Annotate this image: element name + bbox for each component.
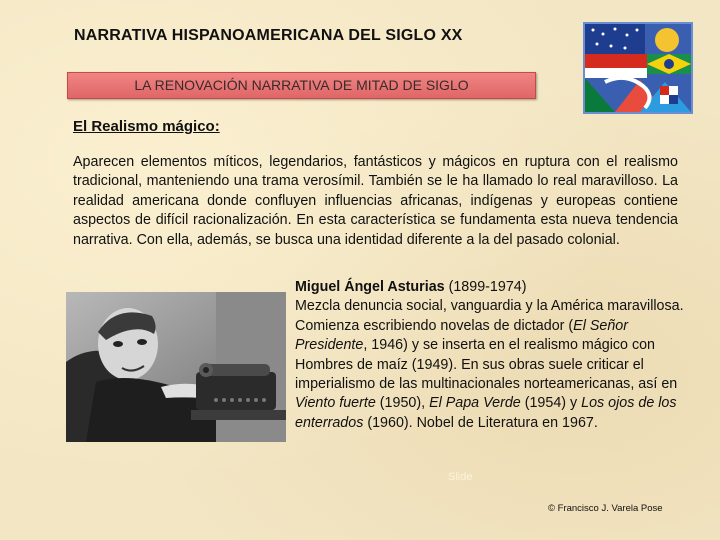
slide-label: Slide	[448, 471, 473, 483]
bio-text-4: (1954) y	[520, 395, 582, 412]
section-banner: LA RENOVACIÓN NARRATIVA DE MITAD DE SIGLO	[67, 72, 536, 99]
bio-text-5: (1960). Nobel de Literatura en 1967.	[363, 414, 598, 431]
intro-paragraph: Aparecen elementos míticos, legendarios, fantásticos y mágicos en ruptura con el realismo tradicional, manteniendo una trama verosímil. También se le ha llamado lo real maravilloso. La realidad americana donde confluyen influencias africanas, indígenas y europeas contiene aspectos de difícil racionalización. En esta característica se fundamenta esta nueva tendencia narrativa. Con ella, además, se busca una identidad diferente a la del pasado colonial.	[73, 154, 678, 248]
collage-image	[585, 24, 691, 112]
author-bio	[295, 278, 687, 433]
copyright-notice: © Francisco J. Varela Pose	[548, 503, 663, 514]
slide-title: NARRATIVA HISPANOAMERICANA DEL SIGLO XX	[74, 27, 463, 44]
author-name: Miguel Ángel Asturias	[295, 279, 445, 295]
work-title-1: El Señor Presidente	[295, 317, 628, 354]
latin-america-logo	[583, 22, 693, 114]
author-photo	[66, 292, 286, 442]
author-years: (1899-1974)	[448, 279, 527, 295]
work-title-3: El Papa Verde	[429, 395, 521, 412]
work-title-4: Los ojos de los enterrados	[295, 395, 677, 431]
bio-text-3: (1950),	[375, 395, 430, 412]
bio-text-2: , 1946) y se inserta en el realismo mágico con Hombres de maíz (1949). En sus obras suele criticar el imperialismo de las multinacionales norteamericanas, así en	[295, 337, 678, 393]
asturias-portrait	[66, 292, 286, 442]
work-title-2: Viento fuerte	[295, 395, 376, 412]
bio-text-1: Mezcla denuncia social, vanguardia y la América maravillosa. Comienza escribiendo novelas de dictador (	[295, 298, 684, 334]
section-heading: El Realismo mágico:	[73, 118, 220, 135]
